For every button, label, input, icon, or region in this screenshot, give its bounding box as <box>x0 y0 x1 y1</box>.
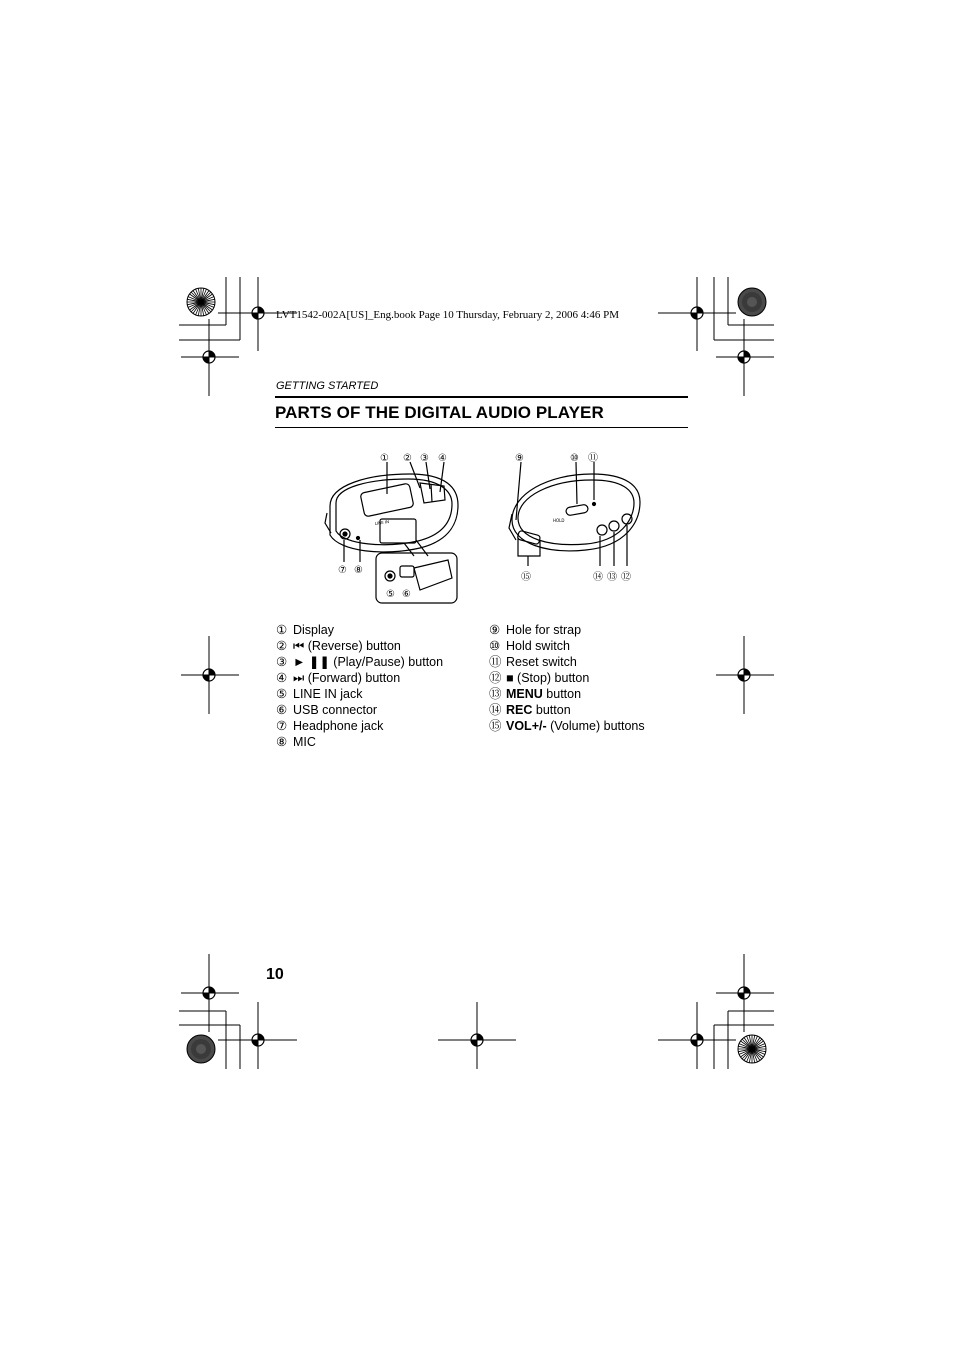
starburst-target-icon <box>738 1035 766 1063</box>
callout-10: ⑩ <box>570 453 579 464</box>
title-rule-top <box>275 396 688 398</box>
registration-crosshair-icon <box>203 669 215 681</box>
callout-15: ⑮ <box>521 572 531 583</box>
callout-12: ⑫ <box>621 572 631 583</box>
registration-crosshair-icon <box>252 307 264 319</box>
forward-icon: ⏭ <box>293 671 305 685</box>
registration-crosshair-icon <box>203 987 215 999</box>
color-target-icon <box>738 288 766 316</box>
registration-crosshair-icon <box>691 307 703 319</box>
list-item: ⑫ ■ (Stop) button <box>489 671 590 685</box>
callout-9: ⑨ <box>515 453 524 464</box>
list-item: ③ ► ❚❚ (Play/Pause) button <box>276 655 444 669</box>
list-item: ⑮ VOL+/- (Volume) buttons <box>489 719 645 733</box>
list-item: ② ⏮ (Reverse) button <box>276 639 401 653</box>
list-item: ⑬ MENU button <box>489 687 582 701</box>
list-item: ⑧ MIC <box>276 735 316 749</box>
list-item: ⑪ Reset switch <box>489 655 577 669</box>
stop-icon: ■ <box>506 671 514 685</box>
callout-13: ⑬ <box>607 572 617 583</box>
color-target-icon <box>187 1035 215 1063</box>
callout-1: ① <box>380 453 389 464</box>
svg-text:LINE IN: LINE IN <box>374 519 390 526</box>
reverse-icon: ⏮ <box>293 639 305 653</box>
list-item: ⑨ Hole for strap <box>489 623 582 637</box>
front-view-drawing <box>325 462 458 603</box>
callout-2: ② <box>403 453 412 464</box>
registration-crosshair-icon <box>252 1034 264 1046</box>
starburst-target-icon <box>187 288 215 316</box>
callout-11: ⑪ <box>588 453 598 464</box>
registration-crosshair-icon <box>691 1034 703 1046</box>
list-item: ⑦ Headphone jack <box>276 719 384 733</box>
callout-8: ⑧ <box>354 565 363 576</box>
callout-6: ⑥ <box>402 589 411 600</box>
list-item: ⑥ USB connector <box>276 703 378 717</box>
page-number: 10 <box>266 966 284 983</box>
section-label: GETTING STARTED <box>276 380 379 392</box>
registration-crosshair-icon <box>738 669 750 681</box>
registration-crosshair-icon <box>738 351 750 363</box>
registration-crosshair-icon <box>203 351 215 363</box>
registration-crosshair-icon <box>471 1034 483 1046</box>
back-view-drawing <box>509 462 640 566</box>
list-item: ⑩ Hold switch <box>489 639 570 653</box>
list-item: ⑭ REC button <box>489 703 571 717</box>
callout-3: ③ <box>420 453 429 464</box>
list-item: ⑤ LINE IN jack <box>276 687 363 701</box>
page-title: PARTS OF THE DIGITAL AUDIO PLAYER <box>275 403 604 422</box>
parts-list-left <box>276 622 443 750</box>
callout-5: ⑤ <box>386 589 395 600</box>
registration-crosshair-icon <box>738 987 750 999</box>
play-pause-icon: ► ❚❚ <box>293 655 330 669</box>
list-item: ① Display <box>276 623 334 637</box>
title-rule-bottom <box>275 427 688 428</box>
callout-4: ④ <box>438 453 447 464</box>
print-header-line: LVT1542-002A[US]_Eng.book Page 10 Thursday, February 2, 2006 4:46 PM <box>276 309 620 321</box>
device-illustration <box>300 446 660 611</box>
svg-text:HOLD: HOLD <box>553 518 565 523</box>
list-item: ④ ⏭ (Forward) button <box>276 671 401 685</box>
crop-marks-middle <box>181 636 774 714</box>
callout-7: ⑦ <box>338 565 347 576</box>
callout-14: ⑭ <box>593 572 603 583</box>
parts-list-right <box>489 622 645 734</box>
